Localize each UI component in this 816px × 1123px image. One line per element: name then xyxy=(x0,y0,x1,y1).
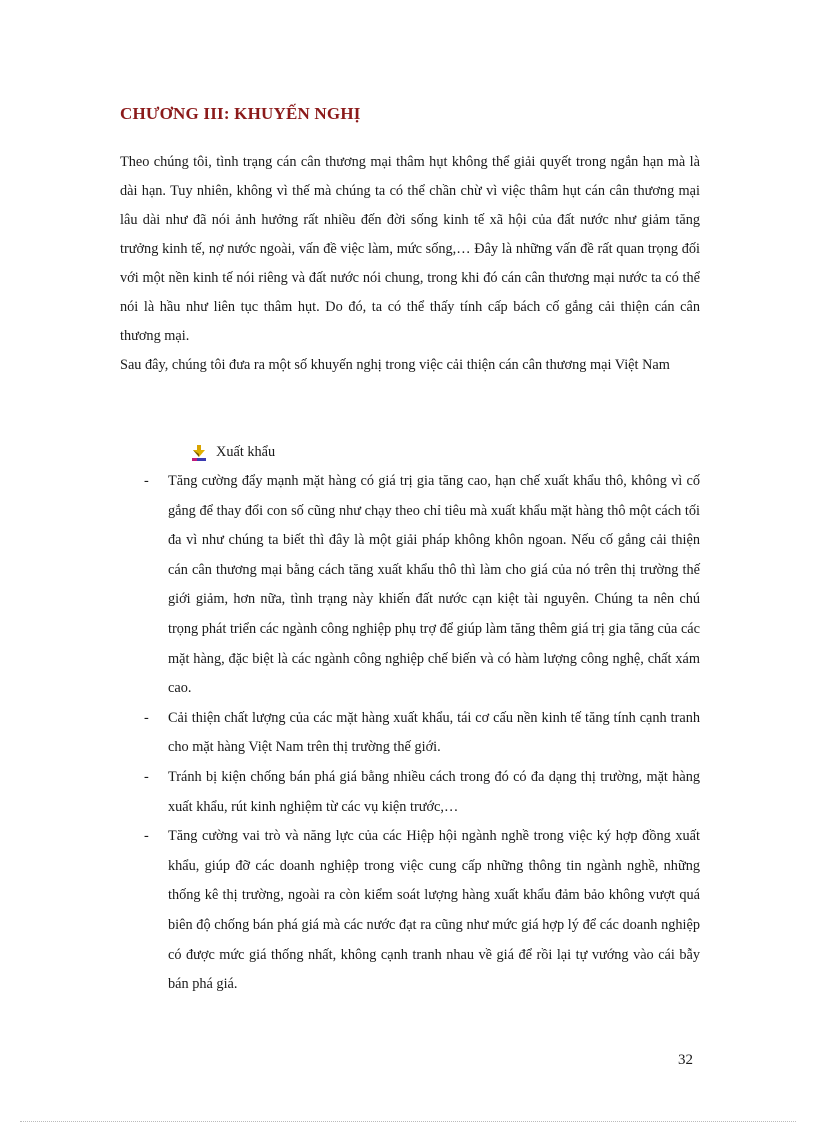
section-title-label: Xuất khẩu xyxy=(216,444,276,460)
recommendation-list xyxy=(140,467,700,1000)
chapter-heading: CHƯƠNG III: KHUYẾN NGHỊ xyxy=(120,104,361,123)
arrow-bullet-icon xyxy=(190,444,208,462)
section-title xyxy=(190,438,275,467)
bullet-marker: - xyxy=(144,709,149,726)
list-item-text: Tránh bị kiện chống bán phá giá bằng nhiều cách trong đó có đa dạng thị trường, mặt hàng xuất khẩu, rút kinh nghiệm từ các vụ kiện trước,… xyxy=(168,768,700,815)
intro-section xyxy=(120,148,700,380)
intro-paragraph-1: Theo chúng tôi, tình trạng cán cân thương mại thâm hụt không thể giải quyết trong ngắn hạn mà là dài hạn. Tuy nhiên, không vì thế mà chúng ta có thể chần chừ vì việc thâm hụt cán cân thương mại lâu dài như đã nói ảnh hưởng rất nhiều đến đời sống kinh tế xã hội của đất nước như giảm tăng trưởng kinh tế, nợ nước ngoài, vấn đề việc làm, mức sống,… Đây là những vấn đề rất quan trọng đối với một nền kinh tế nói riêng và đất nước nói chung, trong khi đó cán cân thương mại nước ta có thể nói là hầu như liên tục thâm hụt. Do đó, ta có thể thấy tính cấp bách cố gắng cải thiện cán cân thương mại. xyxy=(120,154,700,344)
bullet-marker: - xyxy=(144,828,149,845)
intro-paragraph-2: Sau đây, chúng tôi đưa ra một số khuyến nghị trong việc cải thiện cán cân thương mại Việt Nam xyxy=(120,357,670,373)
list-item xyxy=(140,763,700,822)
bullet-marker: - xyxy=(144,768,149,785)
list-item xyxy=(140,704,700,763)
list-item-text: Cải thiện chất lượng của các mặt hàng xuất khẩu, tái cơ cấu nền kinh tế tăng tính cạnh tranh cho mặt hàng Việt Nam trên thị trường thế giới. xyxy=(168,709,700,756)
bullet-marker: - xyxy=(144,473,149,489)
list-item xyxy=(140,822,700,1000)
footer-divider xyxy=(20,1121,796,1122)
list-item-text: Tăng cường đẩy mạnh mặt hàng có giá trị gia tăng cao, hạn chế xuất khẩu thô, không vì cố gắng để thay đổi con số cũng như chạy theo chỉ tiêu mà xuất khẩu mặt hàng thô một cách tối đa vì như chúng ta biết thì đây là một giải pháp không khôn ngoan. Nếu cố gắng cải thiện cán cân thương mại bằng cách tăng xuất khẩu thô thì làm cho giá của nó trên thị trường thế giới giảm, hơn nữa, tình trạng này khiến đất nước cạn kiệt tài nguyên. Chúng ta nên chú trọng phát triển các ngành công nghiệp phụ trợ để giúp làm tăng thêm giá trị gia tăng của các mặt hàng, đặc biệt là các ngành công nghiệp chế biến và có hàm lượng công nghệ, chất xám cao. xyxy=(168,473,701,697)
list-item-text: Tăng cường vai trò và năng lực của các Hiệp hội ngành nghề trong việc ký hợp đồng xuất khẩu, giúp đỡ các doanh nghiệp trong việc cung cấp những thông tin ngành nghề, những thống kê thị trường, ngoài ra còn kiểm soát lượng hàng xuất khẩu đảm bảo không vượt quá biên độ chống bán phá giá mà các nước đạt ra cũng như mức giá hợp lý để các doanh nghiệp có được mức giá thống nhất, không cạnh tranh nhau về giá để rồi lại tự vướng vào cái bẫy bán phá giá. xyxy=(168,828,700,993)
list-item xyxy=(140,467,700,704)
page-number: 32 xyxy=(678,1052,693,1068)
